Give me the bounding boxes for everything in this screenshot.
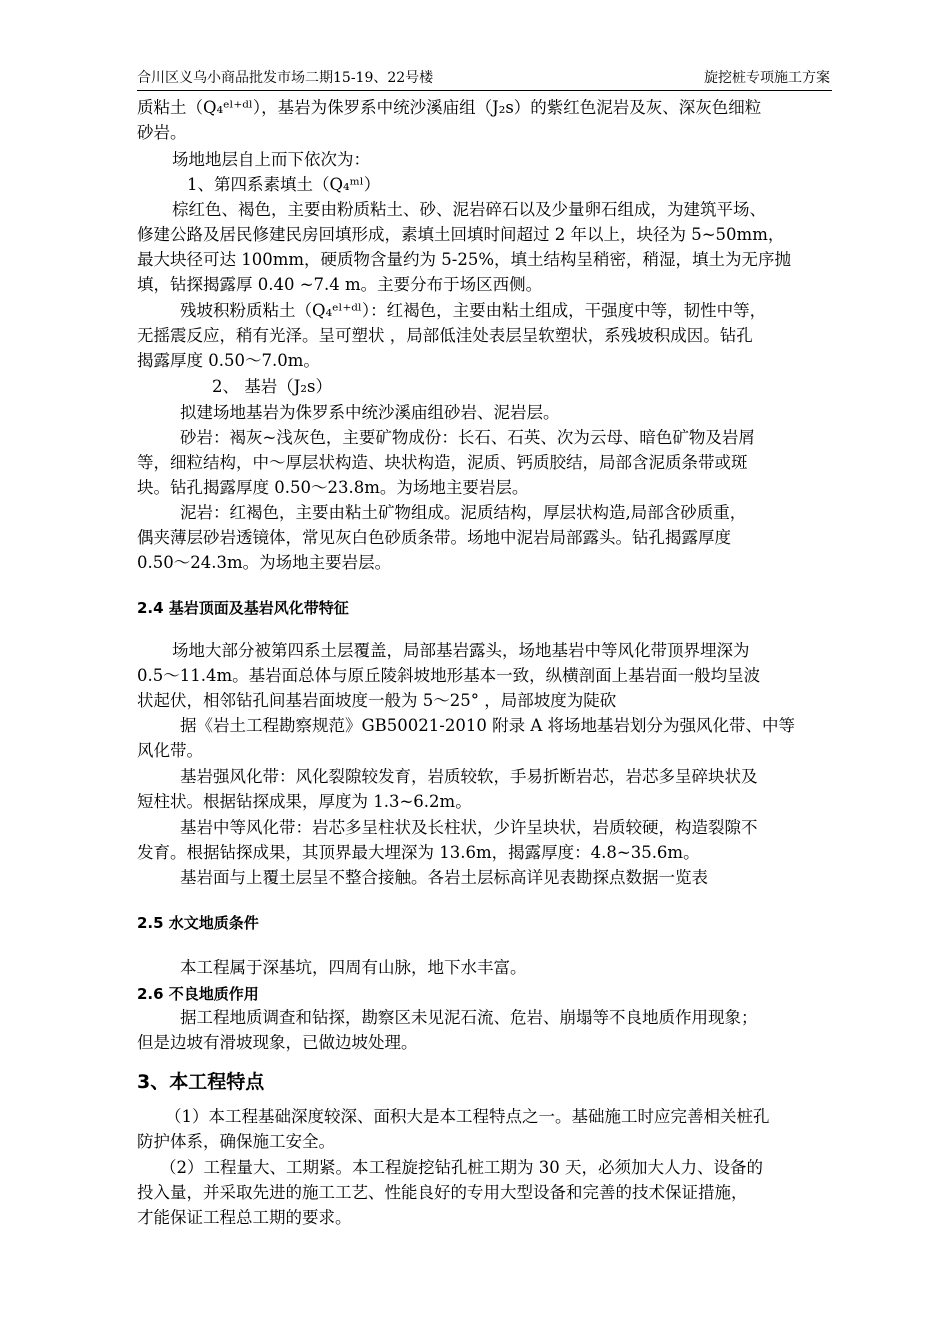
section-heading-2-6: 2.6 不良地质作用: [137, 985, 259, 1003]
text-line: 基岩强风化带：风化裂隙较发育，岩质较软，手易折断岩芯，岩芯多呈碎块状及: [180, 767, 758, 786]
text-line: 砂岩。: [137, 123, 187, 142]
text-line: 但是边坡有滑坡现象，已做边坡处理。: [137, 1033, 418, 1052]
text-line: 防护体系，确保施工安全。: [137, 1132, 335, 1151]
header-document-title: 旋挖桩专项施工方案: [704, 70, 830, 86]
text-line: 2、 基岩（J₂s）: [212, 377, 332, 396]
text-line: 泥岩：红褐色，主要由粘土矿物组成。泥质结构，厚层状构造,局部含砂质重，: [180, 503, 747, 522]
text-line: 棕红色、褐色，主要由粉质粘土、砂、泥岩碎石以及少量卵石组成，为建筑平场、: [172, 200, 766, 219]
text-line: 残坡积粉质粘土（Q₄ᵉˡ⁺ᵈˡ）：红褐色，主要由粘土组成，干强度中等，韧性中等，: [180, 301, 767, 320]
text-line: 等，细粒结构，中～厚层状构造、块状构造，泥质、钙质胶结，局部含泥质条带或斑: [137, 453, 748, 472]
text-line: 才能保证工程总工期的要求。: [137, 1208, 352, 1227]
section-heading-2-4: 2.4 基岩顶面及基岩风化带特征: [137, 599, 349, 617]
text-line: 状起伏，相邻钻孔间基岩面坡度一般为 5～25° ，局部坡度为陡砍: [137, 691, 617, 710]
text-line: 最大块径可达 100mm，硬质物含量约为 5-25%，填土结构呈稍密，稍湿，填土为无序抛: [137, 250, 792, 269]
text-line: 0.50～24.3m。为场地主要岩层。: [137, 553, 392, 572]
text-line: 0.5～11.4m。基岩面总体与原丘陵斜坡地形基本一致，纵横剖面上基岩面一般均呈波: [137, 666, 761, 685]
text-line: 修建公路及居民修建民房回填形成，素填土回填时间超过 2 年以上，块径为 5~50mm，: [137, 225, 785, 244]
section-heading-3: 3、本工程特点: [137, 1071, 265, 1093]
text-line: 块。钻孔揭露厚度 0.50～23.8m。为场地主要岩层。: [137, 478, 529, 497]
text-line: 据工程地质调查和钻探，勘察区未见泥石流、危岩、崩塌等不良地质作用现象；: [180, 1008, 758, 1027]
text-line: 填，钻探揭露厚 0.40 ~7.4 m。主要分布于场区西侧。: [137, 275, 543, 294]
text-line: 场地地层自上而下依次为：: [172, 150, 370, 169]
section-heading-2-5: 2.5 水文地质条件: [137, 914, 259, 932]
text-line: 1、第四系素填土（Q₄ᵐˡ）: [187, 175, 381, 194]
text-line: 无摇震反应，稍有光泽。呈可塑状 ，局部低洼处表层呈软塑状，系残坡积成因。钻孔: [137, 326, 753, 345]
text-line: 基岩面与上覆土层呈不整合接触。各岩土层标高详见表勘探点数据一览表: [180, 868, 708, 887]
header-project-title: 合川区义乌小商品批发市场二期15-19、22号楼: [137, 70, 434, 86]
text-line: 发育。根据钻探成果，其顶界最大埋深为 13.6m，揭露厚度：4.8~35.6m。: [137, 843, 700, 862]
text-line: 本工程属于深基坑，四周有山脉，地下水丰富。: [180, 958, 527, 977]
text-line: 砂岩：褐灰~浅灰色，主要矿物成份：长石、石英、次为云母、暗色矿物及岩屑: [180, 428, 755, 447]
text-line: （1）本工程基础深度较深、面积大是本工程特点之一。基础施工时应完善相关桩孔: [165, 1107, 770, 1126]
text-line: 偶夹薄层砂岩透镜体，常见灰白色砂质条带。场地中泥岩局部露头。钻孔揭露厚度: [137, 528, 731, 547]
text-line: 据《岩土工程勘察规范》GB50021-2010 附录 A 将场地基岩划分为强风化带、中等: [180, 716, 796, 735]
text-line: 质粘土（Q₄ᵉˡ⁺ᵈˡ），基岩为侏罗系中统沙溪庙组（J₂s）的紫红色泥岩及灰、深灰色细粒: [137, 98, 762, 117]
text-line: 拟建场地基岩为侏罗系中统沙溪庙组砂岩、泥岩层。: [180, 403, 560, 422]
text-line: 场地大部分被第四系土层覆盖，局部基岩露头，场地基岩中等风化带顶界埋深为: [172, 641, 750, 660]
text-line: （2）工程量大、工期紧。本工程旋挖钻孔桩工期为 30 天，必须加大人力、设备的: [160, 1158, 763, 1177]
page-header: [137, 68, 832, 91]
text-line: 风化带。: [137, 741, 203, 760]
text-line: 投入量，并采取先进的施工工艺、性能良好的专用大型设备和完善的技术保证措施，: [137, 1183, 748, 1202]
text-line: 揭露厚度 0.50～7.0m。: [137, 351, 320, 370]
text-line: 短柱状。根据钻探成果，厚度为 1.3~6.2m。: [137, 792, 472, 811]
text-line: 基岩中等风化带：岩芯多呈柱状及长柱状，少许呈块状，岩质较硬，构造裂隙不: [180, 818, 758, 837]
